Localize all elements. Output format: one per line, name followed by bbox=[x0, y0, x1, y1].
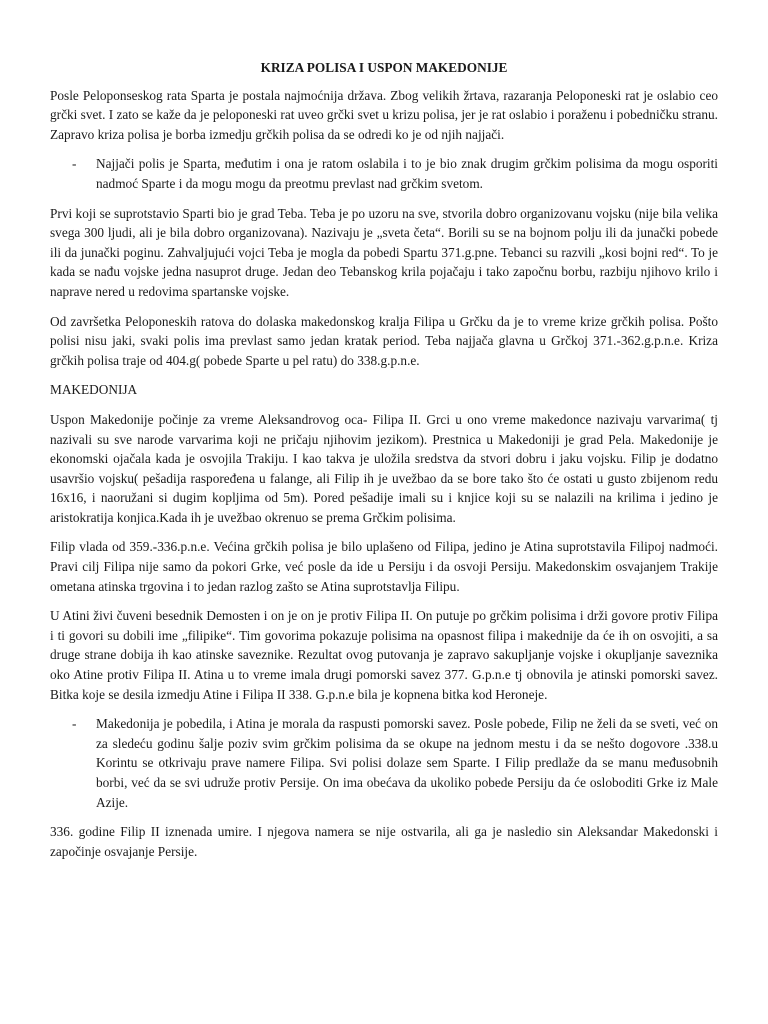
paragraph-filip-umire: 336. godine Filip II iznenada umire. I njegova namera se nije ostvarila, ali ga je nasledio sin Aleksandar Makedonski i započinje osvajanje Persije. bbox=[50, 824, 718, 859]
paragraph-demosten: U Atini živi čuveni besednik Demosten i on je on je protiv Filipa II. On putuje po grčkim polisima i drži govore protiv Filipa i ti govori su dobili ime „filipike“. Tim govorima pokazuje polisima na opasnost filipa i makednije da će ih on osvojiti, a sa druge strane dobija ih kao atinske saveznike. Rezultat ovog putovanja je zapravo sakupljanje vojske i okupljanje saveznika oko Atine protiv Filipa II. Atina u to vreme imala drugi pomorski savez 377. G.p.n.e tj obnovila je atinski pomorski savez. Bitka koje se desila izmedju Atine i Filipa II 338. G.p.n.e bila je kopnena bitka kod Heroneje. bbox=[50, 608, 718, 702]
paragraph-kriza-period: Od završetka Peloponeskih ratova do dolaska makedonskog kralja Filipa u Grčku da je to vreme krize grčkih polisa. Pošto polisi nisu jaki, svaki polis ima prevlast samo jedan kratak period. Teba najjača glavna u Grčkoj 371.-362.g.p.n.e. Kriza grčkih polisa traje od 404.g( pobede Sparte u pel ratu) do 338.g.p.n.e. bbox=[50, 313, 718, 368]
bullet-marker: - bbox=[72, 716, 77, 732]
bullet-text: Makedonija je pobedila, i Atina je morala da raspusti pomorski savez. Posle pobede, Filip ne želi da se sveti, već on za sledeću godinu šalje poziv svim grčkim polisima da se okupe na jednom mestu i da se nešto dogovore .338.u Korintu se otkrivaju prave namere Filipa. Svi polisi dolaze sem Sparte. I Filip predlaže da se manu međusobnih borbi, već da se svi udruže protiv Persije. On ima obećava da ukoliko pobede Persiju da će osloboditi Grke iz Male Azije. bbox=[96, 716, 718, 810]
bullet-item-makedonija-pobedila bbox=[50, 714, 718, 812]
paragraph-intro: Posle Peloponseskog rata Sparta je postala najmoćnija država. Zbog velikih žrtava, razaranja Peloponeski rat je oslabio ceo grčki svet. I zato se kaže da je peloponeski rat uveo grčki svet u krizu polisa, jer je rat oslabio i poraženu i pobedničku stranu. Zapravo kriza polisa je borba izmedju grčkih polisa da se odredi ko je od njih najjači. bbox=[50, 87, 718, 142]
bullet-marker: - bbox=[72, 156, 77, 172]
paragraph-uspon-makedonije: Uspon Makedonije počinje za vreme Aleksandrovog oca- Filipa II. Grci u ono vreme makedonce nazivaju varvarima( tj nazivali su sve narode varvarima koji ne pričaju njihovim jezikom). Prestnica u Makedoniji je grad Pela. Makedonije je ekonomski ojačala kada je osvojila Trakiju. I kao takva je uložila sredstva da stvori dobru i jaku vojsku. Filip je dodatno usavršio vojsku( pešadija raspoređena u falange, ali Filip ih je uvežbao da se bore tako što će ostati u gusto zbijenom redu 16x16, i naoružani si dugim kopljima od 5m). Pored pešadije imali su i knjice koji su se nalazili na krilima i jedino je aristokratija konjica.Kada ih je uvežbao okrenuo se prema Grčkim polisima. bbox=[50, 411, 718, 525]
paragraph-filip-vlada: Filip vlada od 359.-336.p.n.e. Većina grčkih polisa je bilo uplašeno od Filipa, jedino je Atina suprotstavila Filipoj nadmoći. Pravi cilj Filipa nije samo da pokori Grke, već posle da ide u Persiju i da osvoji Persiju. Makedonskim osvajanjem Trakije ometana atinska trgovina i to jedan razlog zašto se Atina suprotstavlja Filipu. bbox=[50, 539, 718, 594]
document-page bbox=[50, 58, 718, 871]
section-heading-makedonija: MAKEDONIJA bbox=[50, 382, 138, 398]
paragraph-teba: Prvi koji se suprotstavio Sparti bio je grad Teba. Teba je po uzoru na sve, stvorila dobro organizovanu vojsku (nije bila velika svega 300 ljudi, ali je bila dobro organizovana). Nazivaju je „sveta četa“. Borili su se na bojnom polju ili da junački pobede ili da junački poginu. Zahvaljujući vojci Teba je mogla da pobedi Spartu 371.g.pne. Tebanci su razvili „kosi bojni red“. To je kada se nađu vojske jedna nasuprot druge. Jedan deo Tebanskog krila pojačaju i tako započnu borbu, razbiju njihovo krilo i naprave nered u redovima spartanske vojske. bbox=[50, 205, 718, 299]
document-title: KRIZA POLISA I USPON MAKEDONIJE bbox=[260, 60, 508, 75]
bullet-text: Najjači polis je Sparta, međutim i ona je ratom oslabila i to je bio znak drugim grčkim polisima da mogu osporiti nadmoć Sparte i da mogu mogu da preotmu prevlast nad grčkim svetom. bbox=[96, 156, 718, 191]
bullet-item-sparta bbox=[50, 154, 718, 193]
